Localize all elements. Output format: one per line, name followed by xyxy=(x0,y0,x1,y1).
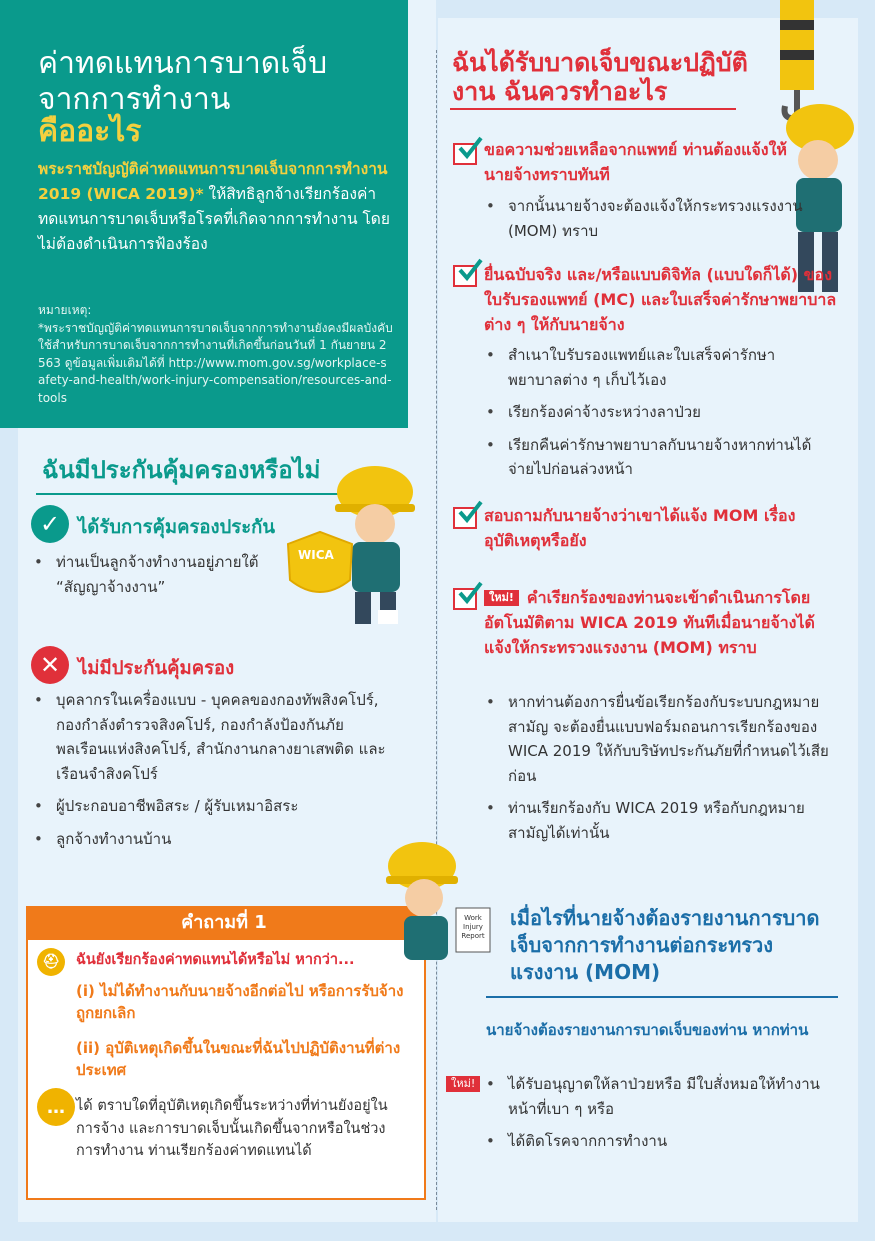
list-item: • ผู้ประกอบอาชีพอิสระ / ผู้รับเหมาอิสระ xyxy=(32,794,392,819)
report-title-underline xyxy=(486,996,838,998)
list-item: • ได้รับอนุญาตให้ลาป่วยหรือ มีใบสั่งหมอให้ทำงานหน้าที่เบา ๆ หรือ xyxy=(484,1072,824,1121)
intro-title-line1: ค่าทดแทนการบาดเจ็บ xyxy=(38,46,328,81)
list-item: • เรียกคืนค่ารักษาพยาบาลกับนายจ้างหากท่านได้จ่ายไปก่อนล่วงหน้า xyxy=(484,433,814,482)
question-header: คำถามที่ 1 xyxy=(26,906,422,940)
report-list xyxy=(484,1072,824,1162)
injured-item-4 xyxy=(484,585,834,660)
list-item: • ลูกจ้างทำงานบ้าน xyxy=(32,827,392,852)
checkbox-icon xyxy=(453,265,477,287)
clipboard-text: Work Injury Report xyxy=(461,914,485,940)
list-item: • ท่านเรียกร้องกับ WICA 2019 หรือกับกฎหมายสามัญได้เท่านั้น xyxy=(484,796,839,845)
new-badge: ใหม่! xyxy=(446,1076,480,1092)
new-badge: ใหม่! xyxy=(484,590,519,606)
note-text: *พระราชบัญญัติค่าทดแทนการบาดเจ็บจากการทำงานยังคงมีผลบังคับใช้สำหรับการบาดเจ็บจากการทำงานที่เกิดขึ้นก่อนวันที่ 1 กันยายน 2563 ดูข้อมูลเพิ่มเติมได้ที่ http://www.mom.gov.sg/workplace-safety-and-health/work-injury-compensation/resources-and-tools xyxy=(38,320,393,405)
list-item: • เรียกร้องค่าจ้างระหว่างลาป่วย xyxy=(484,400,814,425)
injured-item-2: ยื่นฉบับจริง และ/หรือแบบดิจิทัล (แบบใดก็ได้) ของใบรับรองแพทย์ (MC) และใบเสร็จค่ารักษาพยาบาลต่าง ๆ ให้กับนายจ้าง xyxy=(484,265,837,334)
covered-list xyxy=(32,550,262,607)
injured-title-underline xyxy=(450,108,736,110)
column-divider xyxy=(436,50,437,1210)
report-title: เมื่อไรที่นายจ้างต้องรายงานการบาดเจ็บจากการทำงานต่อกระทรวงแรงงาน (MOM) xyxy=(510,906,820,984)
intro-title-line2: จากการทำงาน xyxy=(38,82,231,117)
note-label: หมายเหตุ: xyxy=(38,303,92,317)
list-item: • บุคลากรในเครื่องแบบ - บุคคลของกองทัพสิงคโปร์, กองกำลังตำรวจสิงคโปร์, กองกำลังป้องกันภัยพลเรือนแห่งสิงคโปร์, สำนักงานกลางยาเสพติด และเรือนจำสิงคโปร์ xyxy=(32,688,392,786)
checkbox-icon xyxy=(453,588,477,610)
list-item: • หากท่านต้องการยื่นข้อเรียกร้องกับระบบกฎหมายสามัญ จะต้องยื่นแบบฟอร์มถอนการเรียกร้องของ WICA 2019 ให้กับบริษัทประกันภัยที่กำหนดไว้เสียก่อน xyxy=(484,690,839,788)
question-option-ii: (ii) อุบัติเหตุเกิดขึ้นในขณะที่ฉันไปปฏิบัติงานที่ต่างประเทศ xyxy=(76,1039,401,1079)
injured-item-1: ขอความช่วยเหลือจากแพทย์ ท่านต้องแจ้งให้นายจ้างทราบทันที xyxy=(484,140,787,184)
checkbox-icon xyxy=(453,143,477,165)
list-item: • จากนั้นนายจ้างจะต้องแจ้งให้กระทรวงแรงงาน (MOM) ทราบ xyxy=(484,194,814,243)
injured-item-1-list xyxy=(484,194,814,251)
helmet-icon: ⛑ xyxy=(37,948,65,976)
list-item: • สำเนาใบรับรองแพทย์และใบเสร็จค่ารักษาพยาบาลต่าง ๆ เก็บไว้เอง xyxy=(484,343,814,392)
wica-worker-illustration xyxy=(280,462,430,632)
not-covered-list xyxy=(32,688,392,859)
intro-note xyxy=(38,302,394,407)
wica-badge-text: WICA xyxy=(298,548,334,562)
intro-title-highlight: คืออะไร xyxy=(38,114,142,149)
report-subtitle: นายจ้างต้องรายงานการบาดเจ็บของท่าน หากท่าน xyxy=(486,1021,809,1039)
intro-body-highlight: พระราชบัญญัติค่าทดแทนการบาดเจ็บจากการทำงาน 2019 (WICA 2019)* xyxy=(38,160,388,203)
list-item: • ได้ติดโรคจากการทำงาน xyxy=(484,1129,824,1154)
question-answer: ได้ ตราบใดที่อุบัติเหตุเกิดขึ้นระหว่างที่ท่านยังอยู่ในการจ้าง และการบาดเจ็บนั้นเกิดขึ้นจากหรือในช่วงการทำงาน ท่านเรียกร้องค่าทดแทนได้ xyxy=(76,1098,388,1159)
intro-title xyxy=(38,46,327,118)
speech-bubble-icon: … xyxy=(37,1088,75,1126)
injured-item-3: สอบถามกับนายจ้างว่าเขาได้แจ้ง MOM เรื่องอุบัติเหตุหรือยัง xyxy=(484,506,796,550)
list-item: • ท่านเป็นลูกจ้างทำงานอยู่ภายใต้ “สัญญาจ้างงาน” xyxy=(32,550,262,599)
question-option-i: (i) ไม่ได้ทำงานกับนายจ้างอีกต่อไป หรือการรับจ้างถูกยกเลิก xyxy=(76,982,404,1022)
question-text: ฉันยังเรียกร้องค่าทดแทนได้หรือไม่ หากว่า... xyxy=(76,952,355,968)
covered-title: ได้รับการคุ้มครองประกัน xyxy=(78,517,276,538)
injured-item-4-list xyxy=(484,690,839,853)
intro-body-text: ให้สิทธิลูกจ้างเรียกร้องค่าทดแทนการบาดเจ็บหรือโรคที่เกิดจากการทำงาน โดยไม่ต้องดำเนินการฟ้องร้อง xyxy=(38,185,390,253)
injured-item-4-text: คำเรียกร้องของท่านจะเข้าดำเนินการโดยอัตโนมัติตาม WICA 2019 ทันทีเมื่อนายจ้างได้แจ้งให้กระทรวงแรงงาน (MOM) ทราบ xyxy=(484,588,815,657)
thinking-worker-illustration xyxy=(378,838,498,963)
intro-body xyxy=(38,157,394,257)
checkmark-icon: ✓ xyxy=(31,505,69,543)
injured-title: ฉันได้รับบาดเจ็บขณะปฏิบัติงาน ฉันควรทำอะไร xyxy=(452,48,748,106)
coverage-title: ฉันมีประกันคุ้มครองหรือไม่ xyxy=(42,456,321,484)
cross-icon: ✕ xyxy=(31,646,69,684)
not-covered-title: ไม่มีประกันคุ้มครอง xyxy=(78,658,235,679)
checkbox-icon xyxy=(453,507,477,529)
injured-item-2-list xyxy=(484,343,814,490)
